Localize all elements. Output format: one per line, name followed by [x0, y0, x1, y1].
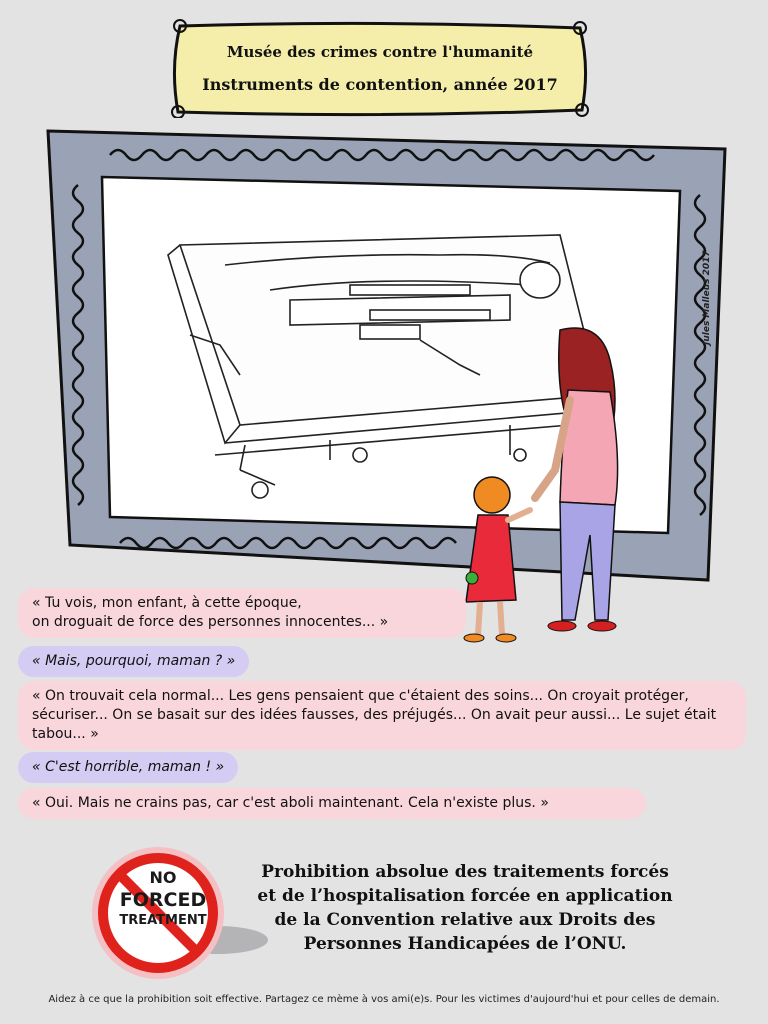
prohibition-line-4: Personnes Handicapées de l’ONU.: [303, 934, 627, 954]
sign-title: Musée des crimes contre l'humanité: [226, 42, 534, 61]
badge-forced: FORCED: [119, 889, 207, 911]
museum-sign: [170, 18, 590, 118]
mother-figure: [535, 328, 618, 631]
mother-and-child-figures: [450, 320, 650, 650]
sign-subtitle: Instruments de contention, année 2017: [202, 74, 558, 94]
prohibition-statement: [250, 860, 680, 956]
footer-call-to-action: Aidez à ce que la prohibition soit effective. Partagez ce mème à vos ami(e)s. Pour les victimes d'aujourd'hui et pour celles de demain.: [48, 994, 720, 1005]
mother-speech-3: « Oui. Mais ne crains pas, car c'est aboli maintenant. Cela n'existe plus. »: [18, 788, 646, 819]
mother-speech-1: [18, 588, 466, 638]
badge-text: [108, 868, 218, 928]
child-speech-2: « C'est horrible, maman ! »: [18, 752, 238, 783]
badge-treatment: TREATMENT: [119, 913, 207, 928]
prohibition-line-2: et de l’hospitalisation forcée en application: [257, 886, 673, 906]
prohibition-line-1: Prohibition absolue des traitements forcés: [261, 862, 669, 882]
child-figure: [464, 477, 530, 642]
badge-no: NO: [149, 868, 177, 887]
prohibition-line-3: de la Convention relative aux Droits des: [274, 910, 656, 930]
mother-speech-2: « On trouvait cela normal... Les gens pensaient que c'étaient des soins... On croyait protéger, sécuriser... On se basait sur des idées fausses, des préjugés... On avait peur aussi... Le sujet était tabou... »: [18, 681, 746, 750]
mother-speech-1-line-1: « Tu vois, mon enfant, à cette époque,: [32, 595, 302, 611]
artist-signature: Jules Malleus 2017: [702, 250, 712, 345]
child-speech-1: « Mais, pourquoi, maman ? »: [18, 646, 249, 677]
mother-speech-1-line-2: on droguait de force des personnes innocentes... »: [32, 614, 389, 630]
